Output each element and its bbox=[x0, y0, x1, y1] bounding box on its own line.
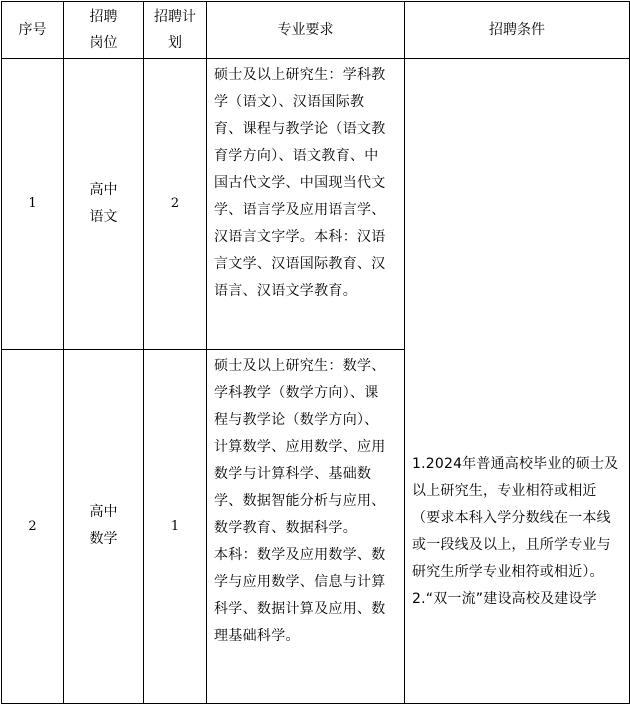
recruitment-table bbox=[1, 1, 630, 704]
condition-line: 研究生所学专业相符或相近）。 bbox=[412, 564, 604, 580]
major-line: 育学方向）、语文教育、中 bbox=[214, 148, 379, 164]
row-position-line1: 高中 bbox=[89, 181, 118, 198]
major-line: 本科：数学及应用数学、数 bbox=[214, 546, 386, 563]
header-row bbox=[2, 2, 630, 59]
row-index: 2 bbox=[2, 349, 64, 703]
major-line: 学、数据智能分析与应用、 bbox=[214, 492, 386, 509]
condition-line: 2.“双一流”建设高校及建设学 bbox=[412, 591, 597, 607]
row-position bbox=[64, 349, 144, 703]
major-line: 语言、汉语文学教育。 bbox=[214, 283, 357, 299]
header-position-line1: 招聘 bbox=[89, 9, 118, 25]
header-major: 专业要求 bbox=[207, 2, 405, 59]
major-line: 硕士及以上研究生：学科教 bbox=[214, 67, 386, 83]
header-position-line2: 岗位 bbox=[89, 35, 118, 51]
conditions-cell bbox=[405, 59, 630, 704]
major-line: 数学教育、数据科学。 bbox=[214, 519, 357, 536]
condition-line: 以上研究生，专业相符或相近 bbox=[412, 483, 597, 499]
major-line: 国古代文学、中国现当代文 bbox=[214, 175, 386, 191]
condition-line: （要求本科入学分数线在一本线 bbox=[412, 510, 611, 526]
header-quota-line2: 划 bbox=[168, 35, 182, 51]
row-quota: 2 bbox=[144, 59, 207, 350]
table-row bbox=[2, 59, 630, 350]
major-line: 硕士及以上研究生：数学、 bbox=[214, 357, 386, 374]
major-line: 言文学、汉语国际教育、汉 bbox=[214, 256, 386, 272]
header-index: 序号 bbox=[2, 2, 64, 59]
row-major bbox=[207, 349, 405, 703]
condition-line: 1.2024年普通高校毕业的硕士及 bbox=[412, 456, 619, 472]
major-line: 学与应用数学、信息与计算 bbox=[214, 573, 386, 590]
major-line: 理基础科学。 bbox=[214, 627, 300, 644]
major-line: 育、课程与教学论（语文教 bbox=[214, 121, 386, 137]
major-line: 学科教学（数学方向）、课 bbox=[214, 384, 379, 401]
header-quota-line1: 招聘计 bbox=[154, 9, 196, 25]
major-line: 学（语文）、汉语国际教 bbox=[214, 94, 365, 110]
header-conditions: 招聘条件 bbox=[405, 2, 630, 59]
header-position bbox=[64, 2, 144, 59]
row-quota: 1 bbox=[144, 349, 207, 703]
header-quota bbox=[144, 2, 207, 59]
major-line: 计算数学、应用数学、应用 bbox=[214, 438, 386, 455]
row-position-line1: 高中 bbox=[89, 504, 118, 521]
major-line: 数学与计算科学、基础数 bbox=[214, 465, 372, 482]
major-line: 科学、数据计算及应用、数 bbox=[214, 600, 386, 617]
condition-line: 或一段线及以上，且所学专业与 bbox=[412, 537, 611, 553]
row-position-line2: 语文 bbox=[89, 208, 118, 225]
row-index: 1 bbox=[2, 59, 64, 350]
major-line: 程与教学论（数学方向）、 bbox=[214, 411, 379, 428]
major-line: 汉语言文字学。本科：汉语 bbox=[214, 229, 386, 245]
major-line: 学、语言学及应用语言学、 bbox=[214, 202, 386, 218]
row-major bbox=[207, 59, 405, 350]
row-position-line2: 数学 bbox=[89, 531, 118, 548]
row-position bbox=[64, 59, 144, 350]
